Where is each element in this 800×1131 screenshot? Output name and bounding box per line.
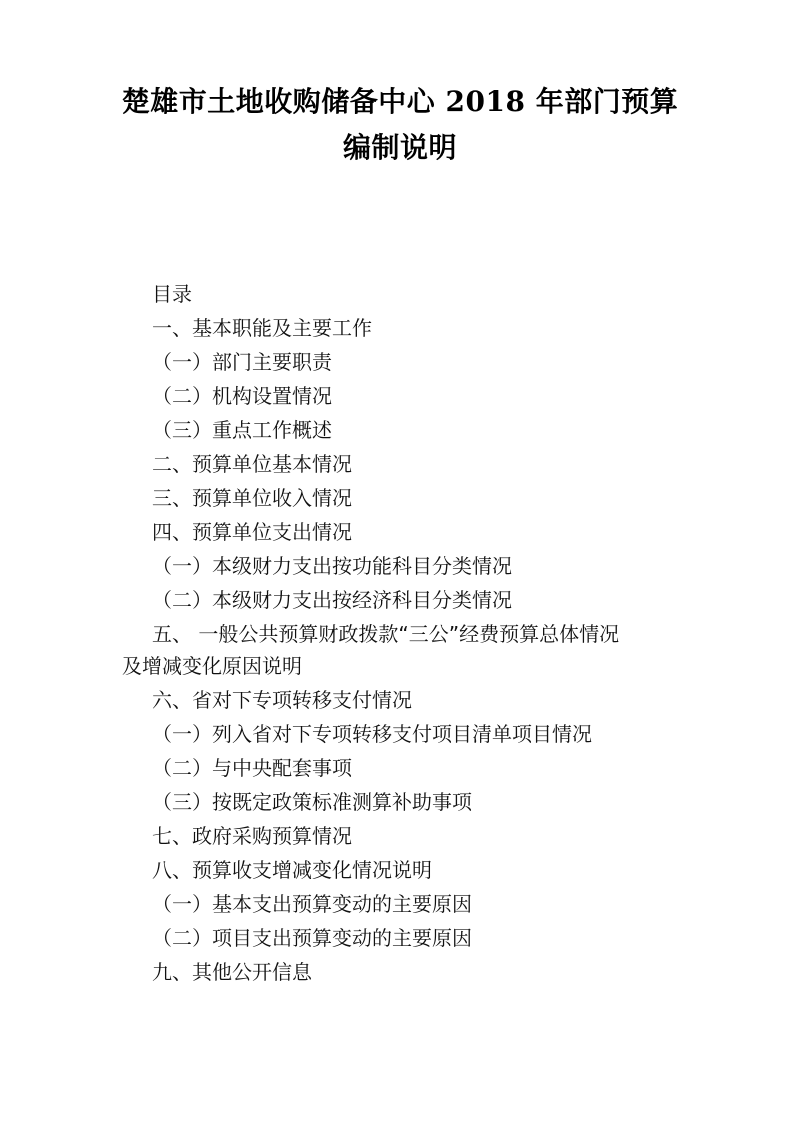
toc-item: （二）与中央配套事项 <box>152 756 352 780</box>
toc-item: （一）本级财力支出按功能科目分类情况 <box>152 554 512 578</box>
toc-item: （二）机构设置情况 <box>152 384 332 408</box>
toc-item: 三、预算单位收入情况 <box>152 486 352 510</box>
toc-item: 二、预算单位基本情况 <box>152 452 352 476</box>
toc-item: （一）基本支出预算变动的主要原因 <box>152 892 472 916</box>
toc-item: 一、基本职能及主要工作 <box>152 316 372 340</box>
toc-item: （一）部门主要职责 <box>152 350 332 374</box>
toc-item: （三）按既定政策标准测算补助事项 <box>152 790 472 814</box>
toc-item: （二）本级财力支出按经济科目分类情况 <box>152 588 512 612</box>
toc-item: 六、省对下专项转移支付情况 <box>152 688 412 712</box>
toc-item: 九、其他公开信息 <box>152 960 312 984</box>
toc-heading: 目录 <box>152 282 192 306</box>
toc-item: 五、 一般公共预算财政拨款“三公”经费预算总体情况 <box>152 622 620 646</box>
toc-item: （三）重点工作概述 <box>152 418 332 442</box>
document-title-line-2: 编制说明 <box>342 131 457 164</box>
toc-item: 七、政府采购预算情况 <box>152 824 352 848</box>
toc-item: （一）列入省对下专项转移支付项目清单项目情况 <box>152 722 592 746</box>
toc-item: （二）项目支出预算变动的主要原因 <box>152 926 472 950</box>
toc-item: 八、预算收支增减变化情况说明 <box>152 858 432 882</box>
document-title-line-1: 楚雄市土地收购储备中心 2018 年部门预算 <box>121 85 679 118</box>
toc-item: 四、预算单位支出情况 <box>152 520 352 544</box>
toc-item-continuation: 及增减变化原因说明 <box>122 654 302 678</box>
